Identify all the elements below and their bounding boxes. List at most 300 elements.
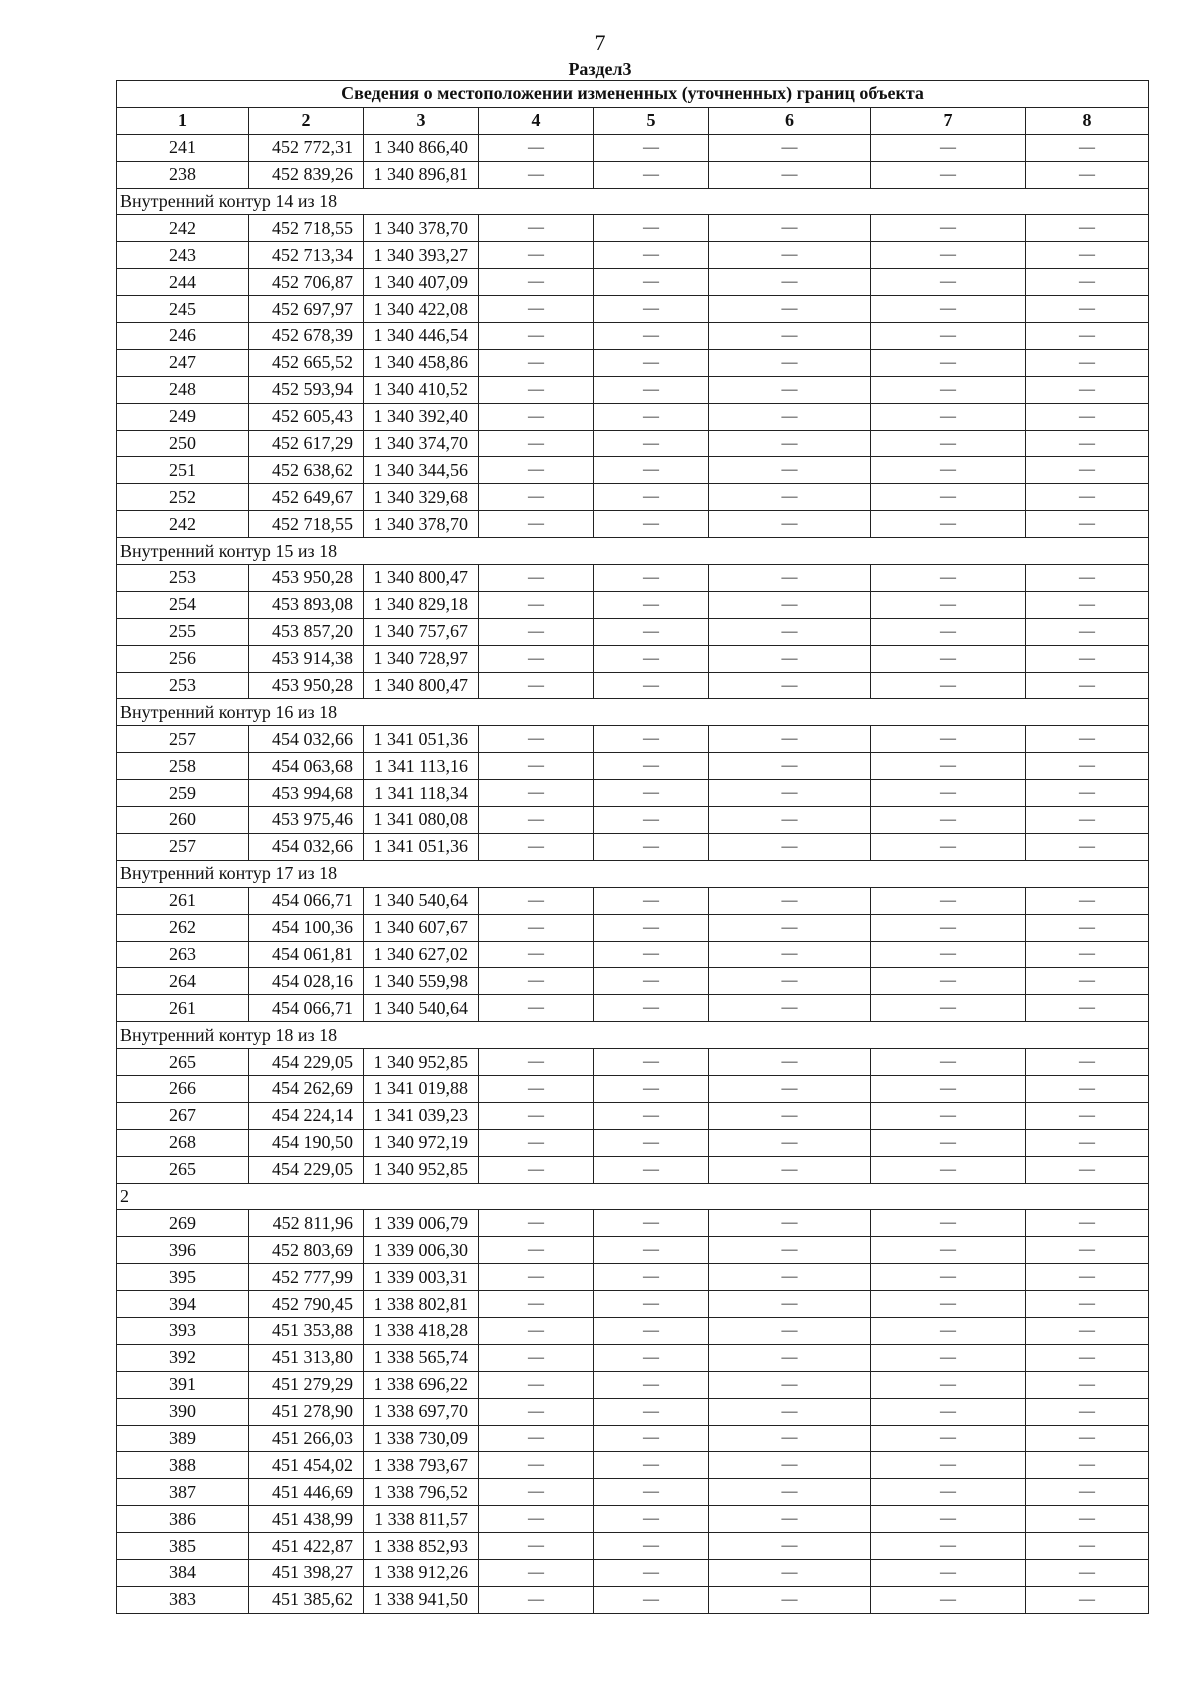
empty-dash-cell: — [479, 349, 594, 376]
empty-dash-cell: — [1026, 941, 1149, 968]
table-row [117, 1129, 1149, 1156]
coord-x: 452 649,67 [249, 484, 364, 511]
table-row [117, 1156, 1149, 1183]
empty-dash-cell: — [709, 1129, 871, 1156]
coord-y: 1 340 627,02 [364, 941, 479, 968]
table-row [117, 1291, 1149, 1318]
empty-dash-cell: — [871, 1129, 1026, 1156]
table-row [117, 780, 1149, 807]
coord-y: 1 340 540,64 [364, 995, 479, 1022]
empty-dash-cell: — [1026, 1452, 1149, 1479]
empty-dash-cell: — [1026, 1479, 1149, 1506]
empty-dash-cell: — [594, 1371, 709, 1398]
coord-x: 451 278,90 [249, 1398, 364, 1425]
empty-dash-cell: — [871, 1506, 1026, 1533]
coord-y: 1 338 565,74 [364, 1344, 479, 1371]
point-number: 242 [117, 215, 249, 242]
empty-dash-cell: — [709, 1559, 871, 1586]
table-row [117, 1264, 1149, 1291]
empty-dash-cell: — [479, 914, 594, 941]
table-row [117, 1075, 1149, 1102]
empty-dash-cell: — [709, 323, 871, 350]
table-body [117, 134, 1149, 1613]
empty-dash-cell: — [871, 914, 1026, 941]
coord-x: 452 811,96 [249, 1210, 364, 1237]
empty-dash-cell: — [871, 269, 1026, 296]
empty-dash-cell: — [594, 1075, 709, 1102]
empty-dash-cell: — [871, 726, 1026, 753]
empty-dash-cell: — [871, 134, 1026, 161]
empty-dash-cell: — [479, 134, 594, 161]
empty-dash-cell: — [709, 995, 871, 1022]
empty-dash-cell: — [871, 968, 1026, 995]
empty-dash-cell: — [479, 591, 594, 618]
coord-y: 1 338 793,67 [364, 1452, 479, 1479]
coord-x: 454 032,66 [249, 833, 364, 860]
empty-dash-cell: — [479, 376, 594, 403]
point-number: 257 [117, 833, 249, 860]
empty-dash-cell: — [479, 242, 594, 269]
empty-dash-cell: — [709, 618, 871, 645]
empty-dash-cell: — [594, 1237, 709, 1264]
empty-dash-cell: — [709, 753, 871, 780]
empty-dash-cell: — [594, 1452, 709, 1479]
empty-dash-cell: — [594, 1586, 709, 1613]
coord-x: 451 438,99 [249, 1506, 364, 1533]
table-row [117, 134, 1149, 161]
table-row [117, 1559, 1149, 1586]
empty-dash-cell: — [1026, 1237, 1149, 1264]
empty-dash-cell: — [709, 242, 871, 269]
empty-dash-cell: — [709, 1479, 871, 1506]
coord-y: 1 338 796,52 [364, 1479, 479, 1506]
empty-dash-cell: — [709, 349, 871, 376]
point-number: 389 [117, 1425, 249, 1452]
empty-dash-cell: — [1026, 242, 1149, 269]
empty-dash-cell: — [1026, 457, 1149, 484]
table-row [117, 484, 1149, 511]
coord-y: 1 340 972,19 [364, 1129, 479, 1156]
empty-dash-cell: — [594, 1049, 709, 1076]
empty-dash-cell: — [594, 1398, 709, 1425]
point-number: 241 [117, 134, 249, 161]
empty-dash-cell: — [709, 591, 871, 618]
coord-x: 452 638,62 [249, 457, 364, 484]
empty-dash-cell: — [479, 511, 594, 538]
empty-dash-cell: — [709, 403, 871, 430]
table-row [117, 1586, 1149, 1613]
empty-dash-cell: — [871, 833, 1026, 860]
empty-dash-cell: — [871, 376, 1026, 403]
table-row [117, 1344, 1149, 1371]
point-number: 392 [117, 1344, 249, 1371]
coord-y: 1 338 811,57 [364, 1506, 479, 1533]
empty-dash-cell: — [871, 591, 1026, 618]
empty-dash-cell: — [479, 565, 594, 592]
table-row [117, 968, 1149, 995]
empty-dash-cell: — [594, 296, 709, 323]
coord-x: 452 665,52 [249, 349, 364, 376]
coord-x: 452 697,97 [249, 296, 364, 323]
column-header-4: 4 [479, 107, 594, 134]
empty-dash-cell: — [594, 968, 709, 995]
empty-dash-cell: — [1026, 833, 1149, 860]
empty-dash-cell: — [871, 215, 1026, 242]
empty-dash-cell: — [871, 995, 1026, 1022]
empty-dash-cell: — [871, 1317, 1026, 1344]
group-row [117, 1022, 1149, 1049]
empty-dash-cell: — [479, 1317, 594, 1344]
coord-x: 451 353,88 [249, 1317, 364, 1344]
table-row [117, 618, 1149, 645]
empty-dash-cell: — [871, 1425, 1026, 1452]
coord-x: 454 224,14 [249, 1102, 364, 1129]
empty-dash-cell: — [1026, 1075, 1149, 1102]
empty-dash-cell: — [871, 1452, 1026, 1479]
coord-x: 454 229,05 [249, 1049, 364, 1076]
group-row [117, 699, 1149, 726]
point-number: 390 [117, 1398, 249, 1425]
empty-dash-cell: — [479, 968, 594, 995]
coord-y: 1 340 458,86 [364, 349, 479, 376]
empty-dash-cell: — [479, 1371, 594, 1398]
empty-dash-cell: — [1026, 376, 1149, 403]
empty-dash-cell: — [594, 1559, 709, 1586]
group-row [117, 538, 1149, 565]
empty-dash-cell: — [479, 887, 594, 914]
empty-dash-cell: — [1026, 215, 1149, 242]
empty-dash-cell: — [1026, 807, 1149, 834]
empty-dash-cell: — [709, 1371, 871, 1398]
coord-x: 454 061,81 [249, 941, 364, 968]
empty-dash-cell: — [594, 430, 709, 457]
empty-dash-cell: — [709, 1452, 871, 1479]
empty-dash-cell: — [594, 1344, 709, 1371]
point-number: 243 [117, 242, 249, 269]
point-number: 252 [117, 484, 249, 511]
empty-dash-cell: — [594, 618, 709, 645]
table-row [117, 1479, 1149, 1506]
coord-x: 453 893,08 [249, 591, 364, 618]
table-row [117, 995, 1149, 1022]
point-number: 246 [117, 323, 249, 350]
point-number: 387 [117, 1479, 249, 1506]
coord-y: 1 340 800,47 [364, 565, 479, 592]
empty-dash-cell: — [479, 1344, 594, 1371]
empty-dash-cell: — [871, 161, 1026, 188]
coord-x: 452 605,43 [249, 403, 364, 430]
empty-dash-cell: — [594, 887, 709, 914]
empty-dash-cell: — [871, 753, 1026, 780]
empty-dash-cell: — [594, 1210, 709, 1237]
point-number: 258 [117, 753, 249, 780]
empty-dash-cell: — [1026, 618, 1149, 645]
coord-y: 1 338 730,09 [364, 1425, 479, 1452]
point-number: 268 [117, 1129, 249, 1156]
empty-dash-cell: — [594, 511, 709, 538]
coord-y: 1 338 696,22 [364, 1371, 479, 1398]
group-label: Внутренний контур 16 из 18 [117, 699, 1149, 726]
empty-dash-cell: — [709, 1264, 871, 1291]
point-number: 394 [117, 1291, 249, 1318]
empty-dash-cell: — [479, 726, 594, 753]
table-row [117, 1371, 1149, 1398]
empty-dash-cell: — [594, 484, 709, 511]
empty-dash-cell: — [871, 457, 1026, 484]
empty-dash-cell: — [479, 457, 594, 484]
empty-dash-cell: — [871, 1049, 1026, 1076]
empty-dash-cell: — [709, 1586, 871, 1613]
empty-dash-cell: — [594, 995, 709, 1022]
empty-dash-cell: — [709, 1398, 871, 1425]
empty-dash-cell: — [871, 1291, 1026, 1318]
empty-dash-cell: — [594, 1264, 709, 1291]
empty-dash-cell: — [709, 1291, 871, 1318]
column-header-2: 2 [249, 107, 364, 134]
coord-y: 1 338 802,81 [364, 1291, 479, 1318]
page-number: 7 [594, 30, 606, 55]
empty-dash-cell: — [871, 296, 1026, 323]
empty-dash-cell: — [594, 1291, 709, 1318]
empty-dash-cell: — [709, 1075, 871, 1102]
empty-dash-cell: — [1026, 565, 1149, 592]
coord-y: 1 340 407,09 [364, 269, 479, 296]
coord-y: 1 340 329,68 [364, 484, 479, 511]
empty-dash-cell: — [871, 1533, 1026, 1560]
empty-dash-cell: — [479, 1506, 594, 1533]
empty-dash-cell: — [479, 645, 594, 672]
point-number: 259 [117, 780, 249, 807]
coord-y: 1 340 410,52 [364, 376, 479, 403]
empty-dash-cell: — [479, 1049, 594, 1076]
table-row [117, 941, 1149, 968]
empty-dash-cell: — [479, 1291, 594, 1318]
coord-y: 1 338 852,93 [364, 1533, 479, 1560]
coord-y: 1 340 829,18 [364, 591, 479, 618]
empty-dash-cell: — [709, 161, 871, 188]
empty-dash-cell: — [479, 296, 594, 323]
coord-y: 1 340 446,54 [364, 323, 479, 350]
point-number: 396 [117, 1237, 249, 1264]
coord-y: 1 341 019,88 [364, 1075, 479, 1102]
empty-dash-cell: — [594, 161, 709, 188]
coord-y: 1 338 697,70 [364, 1398, 479, 1425]
empty-dash-cell: — [871, 430, 1026, 457]
table-row [117, 215, 1149, 242]
empty-dash-cell: — [479, 215, 594, 242]
table-row [117, 565, 1149, 592]
coord-x: 452 706,87 [249, 269, 364, 296]
empty-dash-cell: — [594, 1129, 709, 1156]
empty-dash-cell: — [1026, 511, 1149, 538]
point-number: 254 [117, 591, 249, 618]
table-row [117, 1317, 1149, 1344]
empty-dash-cell: — [594, 1506, 709, 1533]
empty-dash-cell: — [871, 887, 1026, 914]
empty-dash-cell: — [709, 565, 871, 592]
empty-dash-cell: — [1026, 1049, 1149, 1076]
empty-dash-cell: — [871, 323, 1026, 350]
empty-dash-cell: — [871, 1344, 1026, 1371]
empty-dash-cell: — [709, 1317, 871, 1344]
empty-dash-cell: — [709, 833, 871, 860]
coord-y: 1 340 378,70 [364, 511, 479, 538]
empty-dash-cell: — [1026, 134, 1149, 161]
empty-dash-cell: — [479, 1425, 594, 1452]
empty-dash-cell: — [871, 1102, 1026, 1129]
empty-dash-cell: — [479, 323, 594, 350]
coord-y: 1 341 118,34 [364, 780, 479, 807]
coord-x: 454 190,50 [249, 1129, 364, 1156]
table-caption-row [117, 81, 1149, 108]
coord-x: 454 028,16 [249, 968, 364, 995]
empty-dash-cell: — [1026, 323, 1149, 350]
point-number: 256 [117, 645, 249, 672]
table-row [117, 833, 1149, 860]
table-row [117, 1237, 1149, 1264]
coord-x: 453 950,28 [249, 565, 364, 592]
coord-y: 1 341 051,36 [364, 726, 479, 753]
table-caption: Сведения о местоположении измененных (уточненных) границ объекта [117, 81, 1149, 108]
empty-dash-cell: — [594, 807, 709, 834]
empty-dash-cell: — [709, 376, 871, 403]
point-number: 265 [117, 1049, 249, 1076]
point-number: 251 [117, 457, 249, 484]
empty-dash-cell: — [479, 1237, 594, 1264]
coord-y: 1 338 912,26 [364, 1559, 479, 1586]
empty-dash-cell: — [871, 484, 1026, 511]
empty-dash-cell: — [709, 134, 871, 161]
point-number: 257 [117, 726, 249, 753]
coord-x: 454 032,66 [249, 726, 364, 753]
coord-y: 1 341 080,08 [364, 807, 479, 834]
point-number: 395 [117, 1264, 249, 1291]
coord-y: 1 340 540,64 [364, 887, 479, 914]
empty-dash-cell: — [479, 780, 594, 807]
point-number: 263 [117, 941, 249, 968]
coord-y: 1 340 378,70 [364, 215, 479, 242]
column-header-3: 3 [364, 107, 479, 134]
group-label: Внутренний контур 17 из 18 [117, 860, 1149, 887]
coord-x: 452 777,99 [249, 1264, 364, 1291]
empty-dash-cell: — [1026, 1291, 1149, 1318]
empty-dash-cell: — [594, 457, 709, 484]
empty-dash-cell: — [1026, 161, 1149, 188]
coord-y: 1 340 422,08 [364, 296, 479, 323]
point-number: 261 [117, 995, 249, 1022]
point-number: 249 [117, 403, 249, 430]
coord-y: 1 339 006,30 [364, 1237, 479, 1264]
empty-dash-cell: — [709, 1156, 871, 1183]
coord-x: 453 950,28 [249, 672, 364, 699]
empty-dash-cell: — [709, 484, 871, 511]
empty-dash-cell: — [709, 1533, 871, 1560]
empty-dash-cell: — [709, 1237, 871, 1264]
group-label: Внутренний контур 18 из 18 [117, 1022, 1149, 1049]
empty-dash-cell: — [594, 323, 709, 350]
table-row [117, 591, 1149, 618]
point-number: 393 [117, 1317, 249, 1344]
empty-dash-cell: — [709, 215, 871, 242]
empty-dash-cell: — [1026, 1586, 1149, 1613]
empty-dash-cell: — [709, 726, 871, 753]
group-label: Внутренний контур 14 из 18 [117, 188, 1149, 215]
coord-x: 451 279,29 [249, 1371, 364, 1398]
empty-dash-cell: — [871, 618, 1026, 645]
empty-dash-cell: — [1026, 887, 1149, 914]
table-row [117, 726, 1149, 753]
empty-dash-cell: — [709, 1102, 871, 1129]
table-row [117, 1533, 1149, 1560]
table-row [117, 1210, 1149, 1237]
coord-y: 1 340 952,85 [364, 1156, 479, 1183]
coord-x: 452 839,26 [249, 161, 364, 188]
coord-x: 453 857,20 [249, 618, 364, 645]
empty-dash-cell: — [709, 1344, 871, 1371]
empty-dash-cell: — [1026, 1344, 1149, 1371]
coord-y: 1 339 006,79 [364, 1210, 479, 1237]
point-number: 253 [117, 565, 249, 592]
empty-dash-cell: — [594, 1479, 709, 1506]
empty-dash-cell: — [1026, 645, 1149, 672]
coord-y: 1 339 003,31 [364, 1264, 479, 1291]
empty-dash-cell: — [594, 1102, 709, 1129]
coord-x: 451 385,62 [249, 1586, 364, 1613]
point-number: 253 [117, 672, 249, 699]
coord-y: 1 341 039,23 [364, 1102, 479, 1129]
point-number: 269 [117, 1210, 249, 1237]
empty-dash-cell: — [871, 1156, 1026, 1183]
empty-dash-cell: — [709, 780, 871, 807]
empty-dash-cell: — [871, 1479, 1026, 1506]
point-number: 262 [117, 914, 249, 941]
coord-y: 1 340 952,85 [364, 1049, 479, 1076]
coord-y: 1 340 728,97 [364, 645, 479, 672]
coord-x: 454 063,68 [249, 753, 364, 780]
empty-dash-cell: — [594, 215, 709, 242]
coord-x: 451 422,87 [249, 1533, 364, 1560]
empty-dash-cell: — [479, 941, 594, 968]
empty-dash-cell: — [709, 1506, 871, 1533]
coord-y: 1 340 559,98 [364, 968, 479, 995]
empty-dash-cell: — [1026, 1129, 1149, 1156]
empty-dash-cell: — [479, 269, 594, 296]
empty-dash-cell: — [1026, 1398, 1149, 1425]
empty-dash-cell: — [479, 807, 594, 834]
empty-dash-cell: — [594, 376, 709, 403]
point-number: 266 [117, 1075, 249, 1102]
empty-dash-cell: — [871, 1237, 1026, 1264]
empty-dash-cell: — [479, 1533, 594, 1560]
table-row [117, 1452, 1149, 1479]
table-row [117, 296, 1149, 323]
empty-dash-cell: — [1026, 1425, 1149, 1452]
coordinates-table [116, 80, 1149, 1614]
empty-dash-cell: — [1026, 296, 1149, 323]
coord-y: 1 340 392,40 [364, 403, 479, 430]
coord-x: 452 713,34 [249, 242, 364, 269]
empty-dash-cell: — [594, 941, 709, 968]
empty-dash-cell: — [479, 430, 594, 457]
group-row [117, 188, 1149, 215]
point-number: 385 [117, 1533, 249, 1560]
empty-dash-cell: — [1026, 1533, 1149, 1560]
group-label: Внутренний контур 15 из 18 [117, 538, 1149, 565]
coord-x: 452 678,39 [249, 323, 364, 350]
empty-dash-cell: — [479, 1129, 594, 1156]
empty-dash-cell: — [871, 1075, 1026, 1102]
empty-dash-cell: — [1026, 430, 1149, 457]
